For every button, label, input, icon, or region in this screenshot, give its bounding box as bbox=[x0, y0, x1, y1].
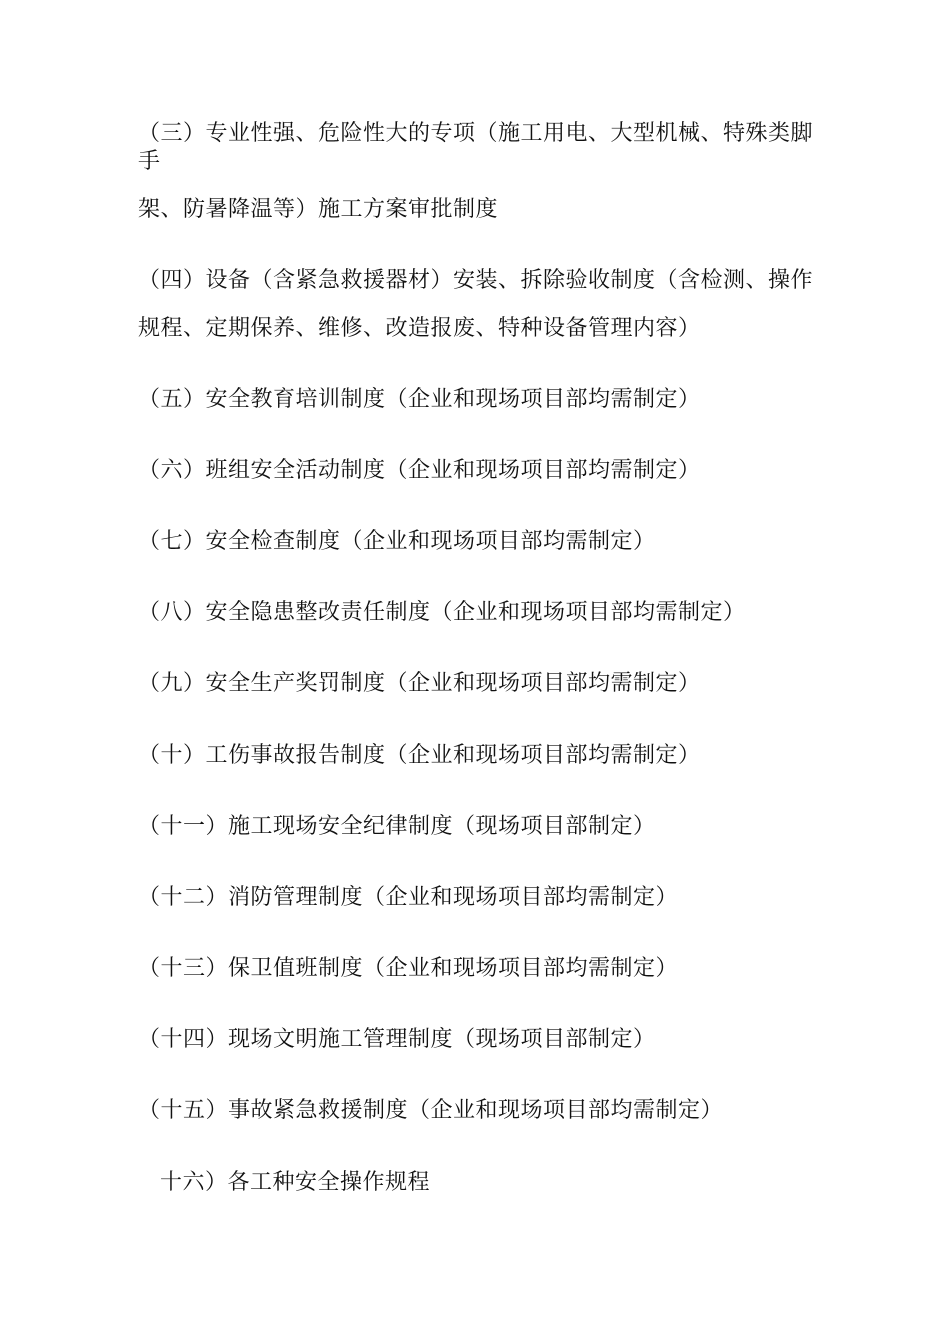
text-line-3c: 架、防暑降温等）施工方案审批制度 bbox=[138, 197, 499, 222]
text-line-3b: 手 bbox=[138, 149, 161, 174]
text-line-15: （十五）事故紧急救援制度（企业和现场项目部均需制定） bbox=[138, 1098, 724, 1123]
text-line-6: （六）班组安全活动制度（企业和现场项目部均需制定） bbox=[138, 458, 701, 483]
text-line-14: （十四）现场文明施工管理制度（现场项目部制定） bbox=[138, 1027, 656, 1052]
text-line-8: （八）安全隐患整改责任制度（企业和现场项目部均需制定） bbox=[138, 600, 746, 625]
text-line-13: （十三）保卫值班制度（企业和现场项目部均需制定） bbox=[138, 956, 679, 981]
text-line-12: （十二）消防管理制度（企业和现场项目部均需制定） bbox=[138, 885, 679, 910]
text-line-4a: （四）设备（含紧急救援器材）安装、拆除验收制度（含检测、操作 bbox=[138, 268, 814, 293]
text-line-10: （十）工伤事故报告制度（企业和现场项目部均需制定） bbox=[138, 743, 701, 768]
text-line-5: （五）安全教育培训制度（企业和现场项目部均需制定） bbox=[138, 387, 701, 412]
text-line-11: （十一）施工现场安全纪律制度（现场项目部制定） bbox=[138, 814, 656, 839]
text-line-3a: （三）专业性强、危险性大的专项（施工用电、大型机械、特殊类脚 bbox=[138, 121, 814, 146]
text-line-7: （七）安全检查制度（企业和现场项目部均需制定） bbox=[138, 529, 656, 554]
text-line-4b: 规程、定期保养、维修、改造报废、特种设备管理内容） bbox=[138, 316, 701, 341]
text-line-9: （九）安全生产奖罚制度（企业和现场项目部均需制定） bbox=[138, 671, 701, 696]
text-line-16: 十六）各工种安全操作规程 bbox=[160, 1170, 431, 1195]
